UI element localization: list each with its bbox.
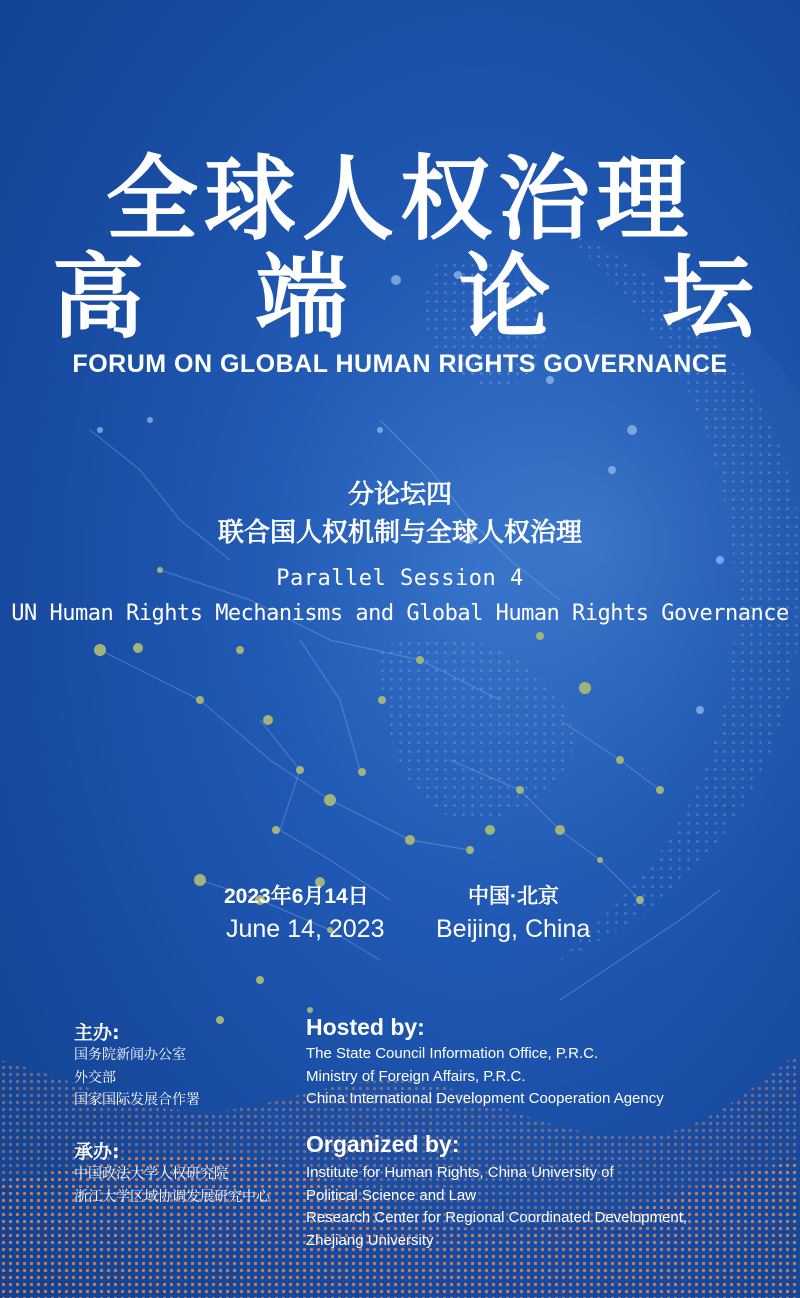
event-date-chinese: 2023年6月14日 (224, 885, 369, 908)
hosted-list-english (306, 1043, 664, 1111)
hosted-heading-english: Hosted by: (306, 1014, 425, 1040)
hosted-item-english: The State Council Information Office, P.R.C. (306, 1045, 599, 1062)
organized-item-chinese: 中国政法大学人权研究院 (74, 1165, 228, 1181)
hosted-item-english: Ministry of Foreign Affairs, P.R.C. (306, 1067, 526, 1085)
organized-list-english (306, 1162, 687, 1252)
organized-item-chinese: 浙江大学区域协调发展研究中心 (74, 1187, 270, 1204)
organized-item-english: Zhejiang University (306, 1231, 434, 1249)
event-date-english: June 14, 2023 (226, 915, 385, 943)
organized-heading-chinese: 承办: (74, 1141, 120, 1163)
organized-heading-english: Organized by: (306, 1131, 460, 1157)
hosted-item-chinese: 外交部 (74, 1068, 116, 1085)
hosted-heading-chinese: 主办: (74, 1022, 120, 1044)
organized-item-english: Political Science and Law (306, 1186, 477, 1204)
hosted-item-chinese: 国家国际发展合作署 (74, 1091, 200, 1107)
session-title-chinese: 联合国人权机制与全球人权治理 (217, 518, 582, 548)
hosted-item-english: China International Development Cooperation Agency (306, 1090, 664, 1107)
title-char: 坛 (661, 244, 754, 351)
organized-list-chinese (74, 1162, 270, 1207)
title-english: FORUM ON GLOBAL HUMAN RIGHTS GOVERNANCE (72, 350, 728, 378)
session-number-chinese: 分论坛四 (347, 480, 452, 510)
title-chinese-line2 (0, 244, 800, 351)
title-char: 端 (255, 244, 348, 351)
title-char: 论 (458, 244, 551, 351)
event-place-chinese: 中国·北京 (468, 885, 559, 908)
organized-item-english: Institute for Human Rights, China University of (306, 1164, 614, 1181)
session-title-english: UN Human Rights Mechanisms and Global Human Rights Governance (11, 601, 789, 626)
session-number-english: Parallel Session 4 (276, 566, 524, 591)
hosted-list-chinese (74, 1043, 200, 1111)
title-chinese-line1: 全球人权治理 (105, 146, 694, 253)
title-char: 高 (52, 244, 145, 351)
organized-item-english: Research Center for Regional Coordinated Development, (306, 1209, 688, 1226)
hosted-item-chinese: 国务院新闻办公室 (74, 1046, 186, 1062)
event-place-english: Beijing, China (436, 915, 591, 943)
